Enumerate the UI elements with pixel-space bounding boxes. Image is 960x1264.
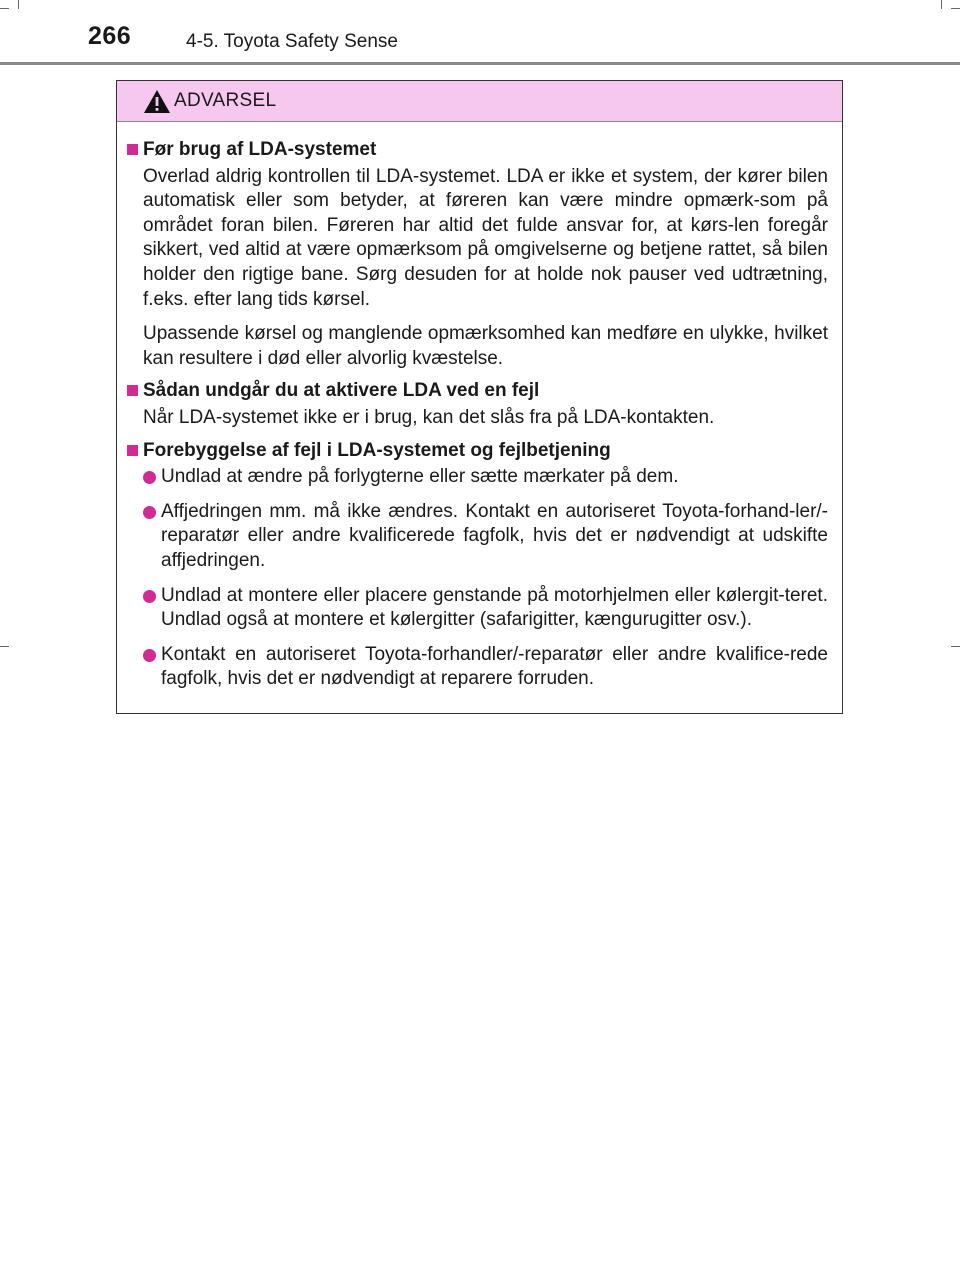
list-item: [143, 500, 828, 574]
list-item-text: Kontakt en autoriseret Toyota-forhandler/-reparatør eller andre kvalifice-rede fagfolk, hvis det er nødvendigt at reparere forruden.: [161, 643, 828, 690]
warning-label: ADVARSEL: [174, 90, 277, 111]
warning-header: [117, 81, 842, 122]
list-item-text: Undlad at ændre på forlygterne eller sætte mærkater på dem.: [161, 466, 679, 488]
section-heading-text: Forebyggelse af fejl i LDA-systemet og fejlbetjening: [143, 439, 611, 461]
warning-body: [117, 122, 842, 692]
page-number: 266: [88, 22, 132, 50]
section-heading: [127, 379, 828, 404]
section-heading: [127, 138, 828, 163]
paragraph: Når LDA-systemet ikke er i brug, kan det slås fra på LDA-kontakten.: [143, 406, 715, 428]
section-prevention: [127, 439, 828, 692]
square-bullet-icon: [127, 445, 138, 456]
list-item-text: Affjedringen mm. må ikke ændres. Kontakt en autoriseret Toyota-forhand-ler/-reparatør eller andre kvalificerede fagfolk, hvis det er nødvendigt at udskifte affjedringen.: [161, 500, 828, 571]
section-heading-text: Sådan undgår du at aktivere LDA ved en fejl: [143, 380, 540, 402]
paragraph: Upassende kørsel og manglende opmærksomhed kan medføre en ulykke, hvilket kan resultere i død eller alvorlig kvæstelse.: [143, 323, 828, 369]
circle-bullet-icon: [143, 649, 156, 662]
list-item: [143, 643, 828, 692]
section-avoid-activation: [127, 379, 828, 430]
square-bullet-icon: [127, 385, 138, 396]
section-heading-text: Før brug af LDA-systemet: [143, 139, 377, 160]
paragraph: Overlad aldrig kontrollen til LDA-systemet. LDA er ikke et system, der kører bilen automatisk eller som betyder, at føreren kan være mindre opmærk-som på området foran bilen. Føreren har altid det fulde ansvar for, at kørs-len foregår sikkert, ved altid at være opmærksom på omgivelserne og betjene rattet, så bilen holder den rigtige bane. Sørg desuden for at holde nok pauser ved udtrætning, f.eks. efter lang tids kørsel.: [143, 165, 828, 310]
header-rule: [0, 62, 960, 65]
circle-bullet-icon: [143, 471, 156, 484]
section-before-use: [127, 138, 828, 371]
section-title: 4-5. Toyota Safety Sense: [186, 31, 398, 52]
list-item-text: Undlad at montere eller placere genstande på motorhjelmen eller kølergit-teret. Undlad også at montere et kølergitter (safarigitter, kængurugitter osv.).: [161, 584, 828, 631]
section-heading: [127, 439, 828, 464]
crop-mark: [0, 8, 9, 9]
list-item: [143, 584, 828, 633]
square-bullet-icon: [127, 144, 138, 155]
crop-mark: [18, 0, 19, 9]
crop-mark: [0, 646, 9, 647]
warning-triangle-icon: [143, 89, 171, 114]
circle-bullet-icon: [143, 506, 156, 519]
crop-mark: [941, 0, 942, 9]
crop-mark: [951, 8, 960, 9]
list-item: [143, 465, 828, 490]
crop-mark: [951, 646, 960, 647]
circle-bullet-icon: [143, 590, 156, 603]
warning-box: [116, 80, 843, 714]
